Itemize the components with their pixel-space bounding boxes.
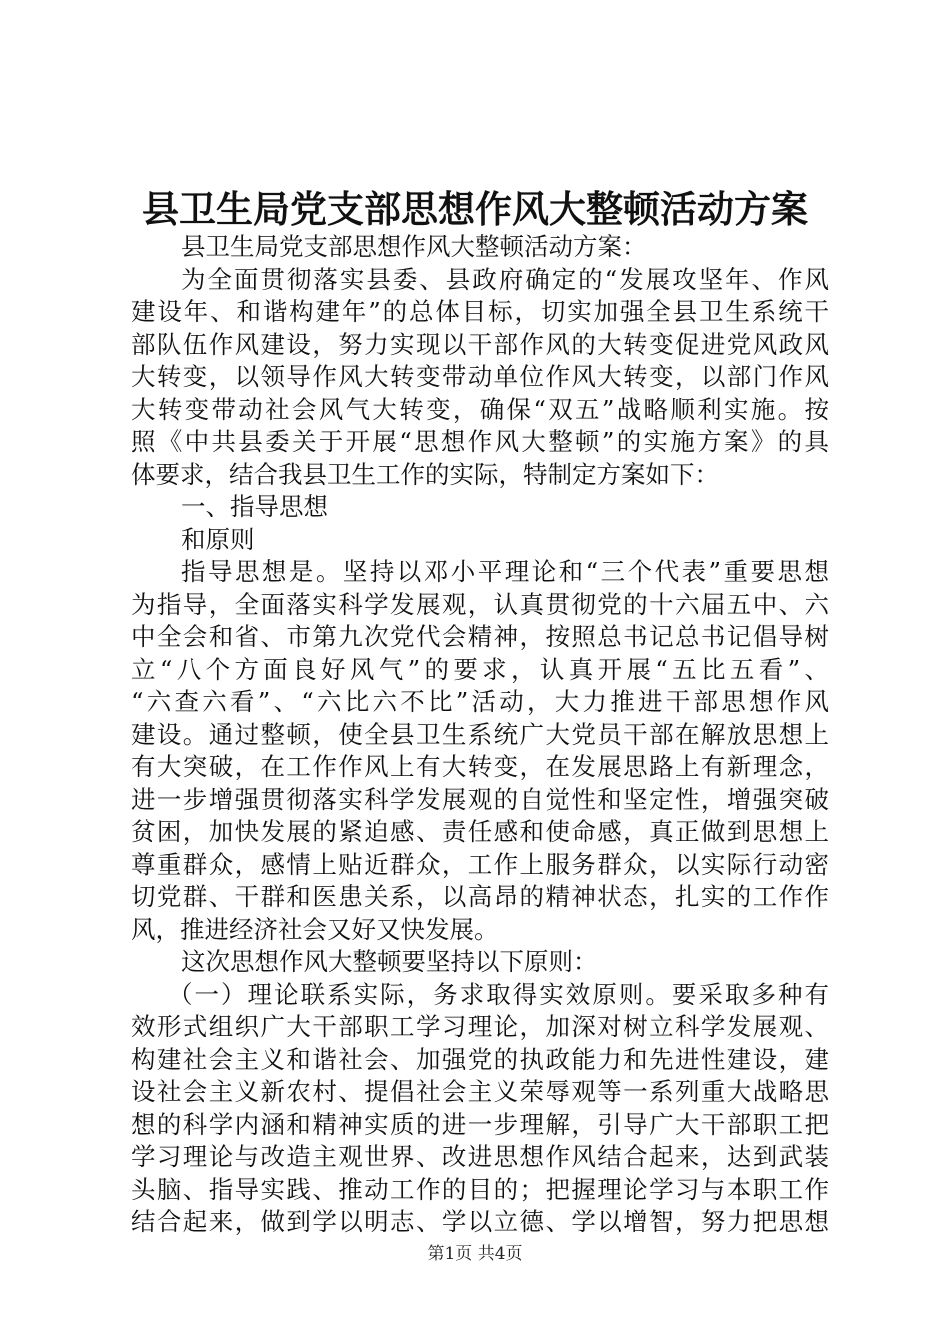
- body-line: 大转变带动社会风气大转变，确保“双五”战略顺利实施。按: [131, 394, 829, 424]
- body-line: 为指导，全面落实科学发展观，认真贯彻党的十六届五中、六: [131, 589, 829, 619]
- body-line: 贫困，加快发展的紧迫感、责任感和使命感，真正做到思想上: [131, 817, 829, 846]
- body-line: 进一步增强贯彻落实科学发展观的自觉性和坚定性，增强突破: [131, 784, 829, 814]
- body-line: “六查六看”、“六比六不比”活动，大力推进干部思想作风: [131, 687, 829, 716]
- body-line: 中全会和省、市第九次党代会精神，按照总书记总书记倡导树: [131, 622, 829, 651]
- body-line: 切党群、干群和医患关系，以高昂的精神状态，扎实的工作作: [131, 882, 829, 911]
- document-title: 县卫生局党支部思想作风大整顿活动方案: [142, 187, 808, 231]
- body-line: 立“八个方面良好风气”的要求，认真开展“五比五看”、: [131, 654, 829, 684]
- body-line: 这次思想作风大整顿要坚持以下原则：: [181, 947, 598, 976]
- body-line: 设社会主义新农村、提倡社会主义荣辱观等一系列重大战略思: [131, 1077, 829, 1106]
- body-line: 有大突破，在工作作风上有大转变，在发展思路上有新理念，: [131, 752, 829, 781]
- body-line: 风，推进经济社会又好又快发展。: [131, 914, 499, 944]
- body-line: 构建社会主义和谐社会、加强党的执政能力和先进性建设，建: [131, 1044, 829, 1074]
- page-footer: 第1页 共4页: [427, 1244, 523, 1264]
- body-line: 体要求，结合我县卫生工作的实际，特制定方案如下：: [131, 459, 719, 489]
- body-line: 效形式组织广大干部职工学习理论，加深对树立科学发展观、: [131, 1012, 829, 1041]
- body-line: 照《中共县委关于开展“思想作风大整顿”的实施方案》的具: [131, 427, 829, 456]
- body-line: 一、指导思想: [181, 492, 328, 521]
- body-line: 学习理论与改造主观世界、改进思想作风结合起来，达到武装: [131, 1142, 829, 1171]
- body-line: 大转变，以领导作风大转变带动单位作风大转变，以部门作风: [131, 362, 829, 391]
- body-line: （一）理论联系实际，务求取得实效原则。要采取多种有: [168, 979, 829, 1009]
- body-line: 指导思想是。坚持以邓小平理论和“三个代表”重要思想: [181, 557, 829, 586]
- body-line: 部队伍作风建设，努力实现以干部作风的大转变促进党风政风: [131, 329, 829, 359]
- body-line: 想的科学内涵和精神实质的进一步理解，引导广大干部职工把: [131, 1109, 829, 1139]
- body-line: 尊重群众，感情上贴近群众，工作上服务群众，以实际行动密: [131, 849, 829, 879]
- body-line: 头脑、指导实践、推动工作的目的；把握理论学习与本职工作: [131, 1174, 829, 1204]
- body-line: 结合起来，做到学以明志、学以立德、学以增智，努力把思想: [131, 1207, 829, 1236]
- document-body: [131, 231, 829, 1239]
- body-line: 县卫生局党支部思想作风大整顿活动方案：: [181, 232, 647, 261]
- body-line: 为全面贯彻落实县委、县政府确定的“发展攻坚年、作风: [181, 264, 829, 294]
- body-line: 建设年、和谐构建年”的总体目标，切实加强全县卫生系统干: [131, 297, 829, 326]
- body-line: 和原则: [181, 524, 255, 554]
- body-line: 建设。通过整顿，使全县卫生系统广大党员干部在解放思想上: [131, 719, 829, 749]
